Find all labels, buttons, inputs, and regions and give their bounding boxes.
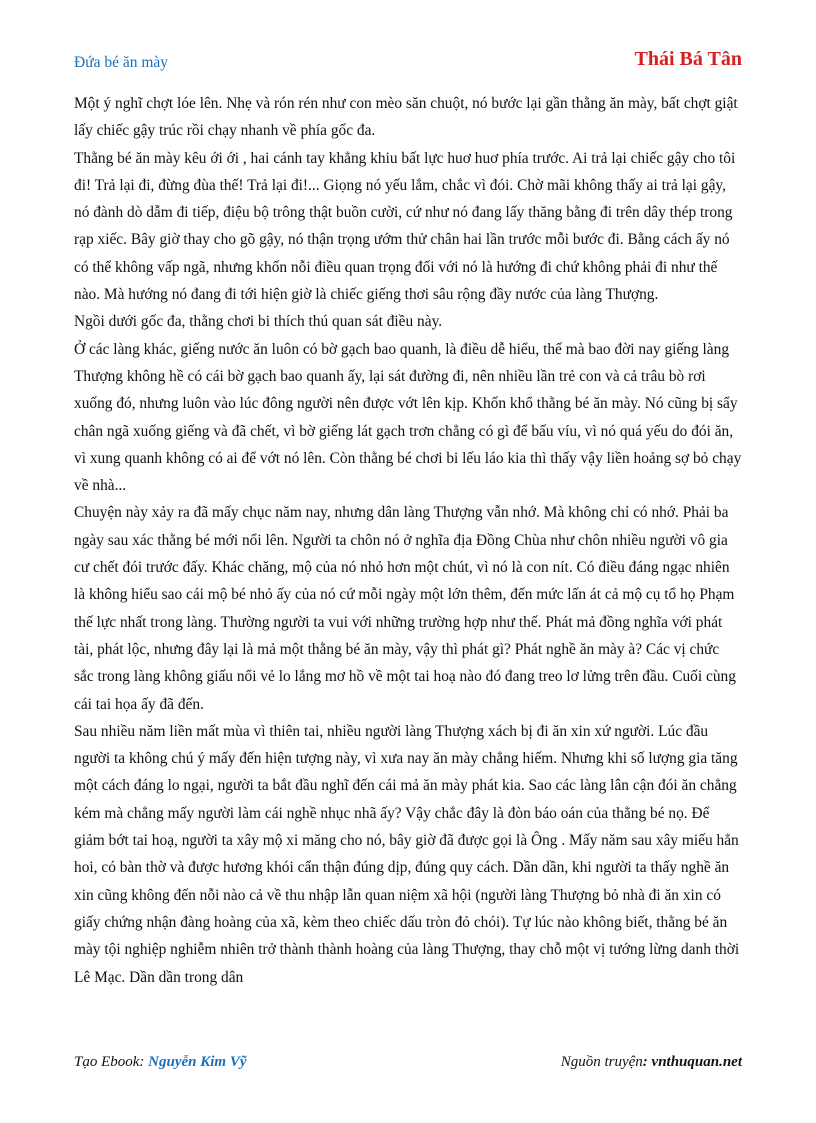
ebook-separator: : (139, 1054, 149, 1070)
source-credit (561, 1054, 742, 1071)
page-footer (74, 1054, 742, 1076)
story-body (74, 90, 742, 991)
source-label: Nguồn truyện (560, 1054, 643, 1070)
ebook-label: Tạo Ebook (74, 1054, 140, 1070)
page-header (74, 48, 742, 78)
source-separator: : (642, 1054, 652, 1070)
ebook-credit (74, 1054, 247, 1071)
paragraph: Thằng bé ăn mày kêu ới ới , hai cánh tay khẳng khiu bất lực huơ huơ phía trước. Ai trả lại chiếc gậy cho tôi đi! Trả lại đi, đừng đùa thế! Trả lại đi!... Giọng nó yếu lắm, chắc vì đói. Chờ mãi không thấy ai trả lại gậy, nó đành dò dẫm đi tiếp, điệu bộ trông thật buồn cười, cứ như nó đang lấy thăng bằng đi trên dây thép trong rạp xiếc. Bây giờ thay cho gõ gậy, nó thận trọng ướm thử chân hai lần trước mỗi bước đi. Bằng cách ấy nó có thể không vấp ngã, nhưng khốn nỗi điều quan trọng đối với nó là hướng đi chứ không phải đi như thế nào. Mà hướng nó đang đi tới hiện giờ là chiếc giếng thơi sâu rộng đầy nước của làng Thượng. (74, 149, 736, 304)
ebook-creator-name: Nguyễn Kim Vỹ (148, 1054, 247, 1070)
paragraph: Chuyện này xảy ra đã mấy chục năm nay, nhưng dân làng Thượng vẫn nhớ. Mà không chỉ có nhớ. Phải ba ngày sau xác thằng bé mới nổi lên. Người ta chôn nó ở nghĩa địa Đồng Chùa như chôn nhiều người vô gia cư chết đói trước đấy. Khác chăng, mộ của nó nhỏ hơn một chút, vì nó là con nít. Có điều đáng ngạc nhiên là không hiểu sao cái mộ bé nhỏ ấy của nó cứ mỗi ngày một lớn thêm, đến mức lấn át cả mộ cụ tổ họ Phạm thế lực nhất trong làng. Thường người ta vui với những trường hợp như thế. Phát mả đồng nghĩa với phát tài, phát lộc, nhưng đây lại là mả một thằng bé ăn mày, vậy thì phát gì? Phát nghề ăn mày à? Các vị chức sắc trong làng không giấu nổi vẻ lo lắng mơ hồ về một tai hoạ nào đó đang treo lơ lửng trên đầu. Cuối cùng cái tai họa ấy đã đến. (74, 504, 736, 713)
source-site: vnthuquan.net (651, 1054, 742, 1070)
paragraph: Ngồi dưới gốc đa, thằng chơi bi thích thú quan sát điều này. (74, 313, 443, 331)
paragraph: Sau nhiều năm liền mất mùa vì thiên tai, nhiều người làng Thượng xách bị đi ăn xin xứ người. Lúc đầu người ta không chú ý mấy đến hiện tượng này, vì xưa nay ăn mày chẳng hiếm. Nhưng khi số lượng gia tăng một cách đáng lo ngại, người ta bắt đầu nghĩ đến cái mả ăn mày phát kia. Sao các làng lân cận đói ăn chẳng kém mà chẳng mấy người làm cái nghề nhục nhã ấy? Vậy chắc đây là đòn báo oán của thằng bé nọ. Để giảm bớt tai hoạ, người ta xây mộ xi măng cho nó, bây giờ đã được gọi là Ông . Mấy năm sau xây miếu hẳn hoi, có bàn thờ và được hương khói cẩn thận đúng dịp, đúng quy cách. Dần dần, khi người ta thấy nghề ăn xin cũng không đến nỗi nào cả về thu nhập lẫn quan niệm xã hội (người làng Thượng bỏ nhà đi ăn xin có giấy chứng nhận đàng hoàng của xã, kèm theo chiếc dấu tròn đỏ chói). Tự lúc nào không biết, thằng bé ăn mày tội nghiệp nghiễm nhiên trở thành thành hoàng của làng Thượng, thay chỗ một vị tướng lừng danh thời Lê Mạc. Dần dần trong dân (74, 722, 740, 986)
paragraph: Một ý nghĩ chợt lóe lên. Nhẹ và rón rén như con mèo săn chuột, nó bước lại gần thằng ăn mày, bất chợt giật lấy chiếc gậy trúc rồi chạy nhanh về phía gốc đa. (74, 95, 738, 140)
author-name: Thái Bá Tân (634, 48, 742, 70)
paragraph: Ở các làng khác, giếng nước ăn luôn có bờ gạch bao quanh, là điều dễ hiểu, thế mà bao đời nay giếng làng Thượng không hề có cái bờ gạch bao quanh ấy, lại sát đường đi, nên nhiều lần trẻ con và cả trâu bò rơi xuống đó, nhưng luôn vào lúc đông người nên được vớt lên kịp. Khốn khổ thằng bé ăn mày. Nó cũng bị sẩy chân ngã xuống giếng và đã chết, vì bờ giếng lát gạch trơn chẳng có gì để bấu víu, vì nó quá yếu do đói ăn, vì xung quanh không có ai để vớt nó lên. Còn thằng bé chơi bi lếu láo kia thì thấy vậy liền hoảng sợ bỏ chạy về nhà... (74, 340, 742, 495)
story-title: Đứa bé ăn mày (74, 54, 169, 71)
